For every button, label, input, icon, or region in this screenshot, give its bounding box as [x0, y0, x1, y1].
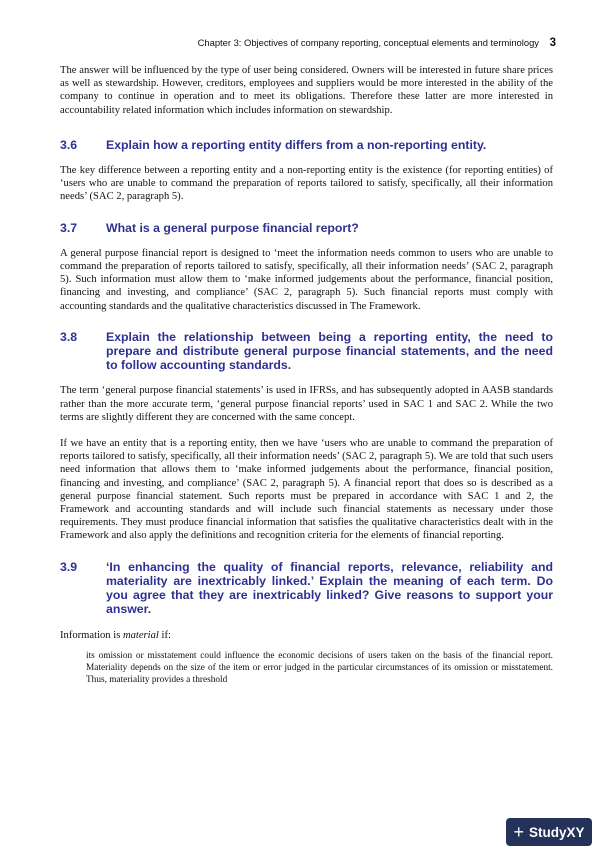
heading-title: Explain the relationship between being a reporting entity, the need to prepare and distribute general purpose financial statements, and the need to follow accounting standards. [106, 329, 553, 373]
heading-number: 3.6 [60, 137, 78, 152]
heading-title: What is a general purpose financial report? [106, 220, 359, 235]
paragraph: If we have an entity that is a reporting entity, then we have ‘users who are unable to command the preparation of reports tailored to satisfy, specifically, all their information needs’ (SAC 2, paragraph 5). We are told that such users need information that allows them to ‘make informed judgements about the performance, financial position, financing and investing, and compliance’ (SAC 2, paragraph 5). A financial report that does so is described as a general purpose financial statement. Such reports must be prepared in accordance with SAC 1 and 2, the Framework and accounting standards and will include such financial statements as necessary under those requirements. They must produce financial information that satisfies the qualitative characteristics dealt with in the Framework and also apply the definitions and recognition criteria for the elements of financial reporting. [60, 438, 553, 542]
lead-text-end: if: [158, 629, 171, 641]
studyxy-logo [506, 818, 592, 846]
heading-3-9 [60, 560, 553, 617]
heading-number: 3.9 [60, 559, 78, 574]
heading-title: ‘In enhancing the quality of financial reports, relevance, reliability and materiality are inextricably linked.’ Explain the meaning of each term. Do you agree that they are inextricably linked? Give reasons to support your answer. [106, 559, 553, 617]
heading-3-8 [60, 330, 553, 373]
materiality-quote: its omission or misstatement could influence the economic decisions of users taken on the basis of the financial report. Materiality depends on the size of the item or error judged in the particular circumstances of its omission or misstatement. Thus, materiality provides a threshold [86, 650, 553, 686]
page-content [60, 64, 553, 687]
plus-icon: + [513, 822, 524, 842]
page-number: 3 [549, 37, 556, 49]
lead-text: Information is [60, 629, 123, 641]
paragraph: The term ‘general purpose financial statements’ is used in IFRSs, and has subsequently adopted in AASB standards rather than the more accurate term, ‘general purpose financial reports’ used in SAC 1 and SAC 2. While the two terms are slightly different they are concerned with the same concept. [60, 385, 553, 423]
chapter-title: Chapter 3: Objectives of company reporting, conceptual elements and terminology [197, 37, 539, 48]
paragraph: A general purpose financial report is designed to ‘meet the information needs common to users who are unable to command the preparation of reports tailored to satisfy, specifically, all their information needs’ (SAC 2, paragraph 5). Such information must allow them to ‘make informed judgements about the performance, financial position, financing and investing, and compliance’ (SAC 2, paragraph 5). Such financial reports must comply with accounting standards and the qualitative characteristics discussed in The Framework. [60, 247, 553, 312]
heading-3-6 [60, 138, 553, 152]
materiality-lead [60, 629, 553, 642]
intro-paragraph: The answer will be influenced by the type of user being considered. Owners will be interested in future share prices as well as stewardship. However, creditors, employees and suppliers would be more interested in the ability of the company to continue in operation and to meet its obligations. Therefore these latter are more interested in accountability related information which includes information on stewardship. [60, 65, 553, 116]
running-header [60, 36, 556, 50]
heading-number: 3.7 [60, 220, 78, 235]
heading-number: 3.8 [60, 329, 78, 344]
logo-text: StudyXY [529, 824, 585, 840]
heading-3-7 [60, 221, 553, 235]
paragraph: The key difference between a reporting entity and a non-reporting entity is the existence (for reporting entities) of ‘users who are unable to command the preparation of reports tailored to satisfy, specifically, all their information needs’ (SAC 2, paragraph 5). [60, 165, 553, 203]
heading-title: Explain how a reporting entity differs from a non-reporting entity. [106, 137, 487, 152]
lead-term: material [122, 629, 159, 641]
